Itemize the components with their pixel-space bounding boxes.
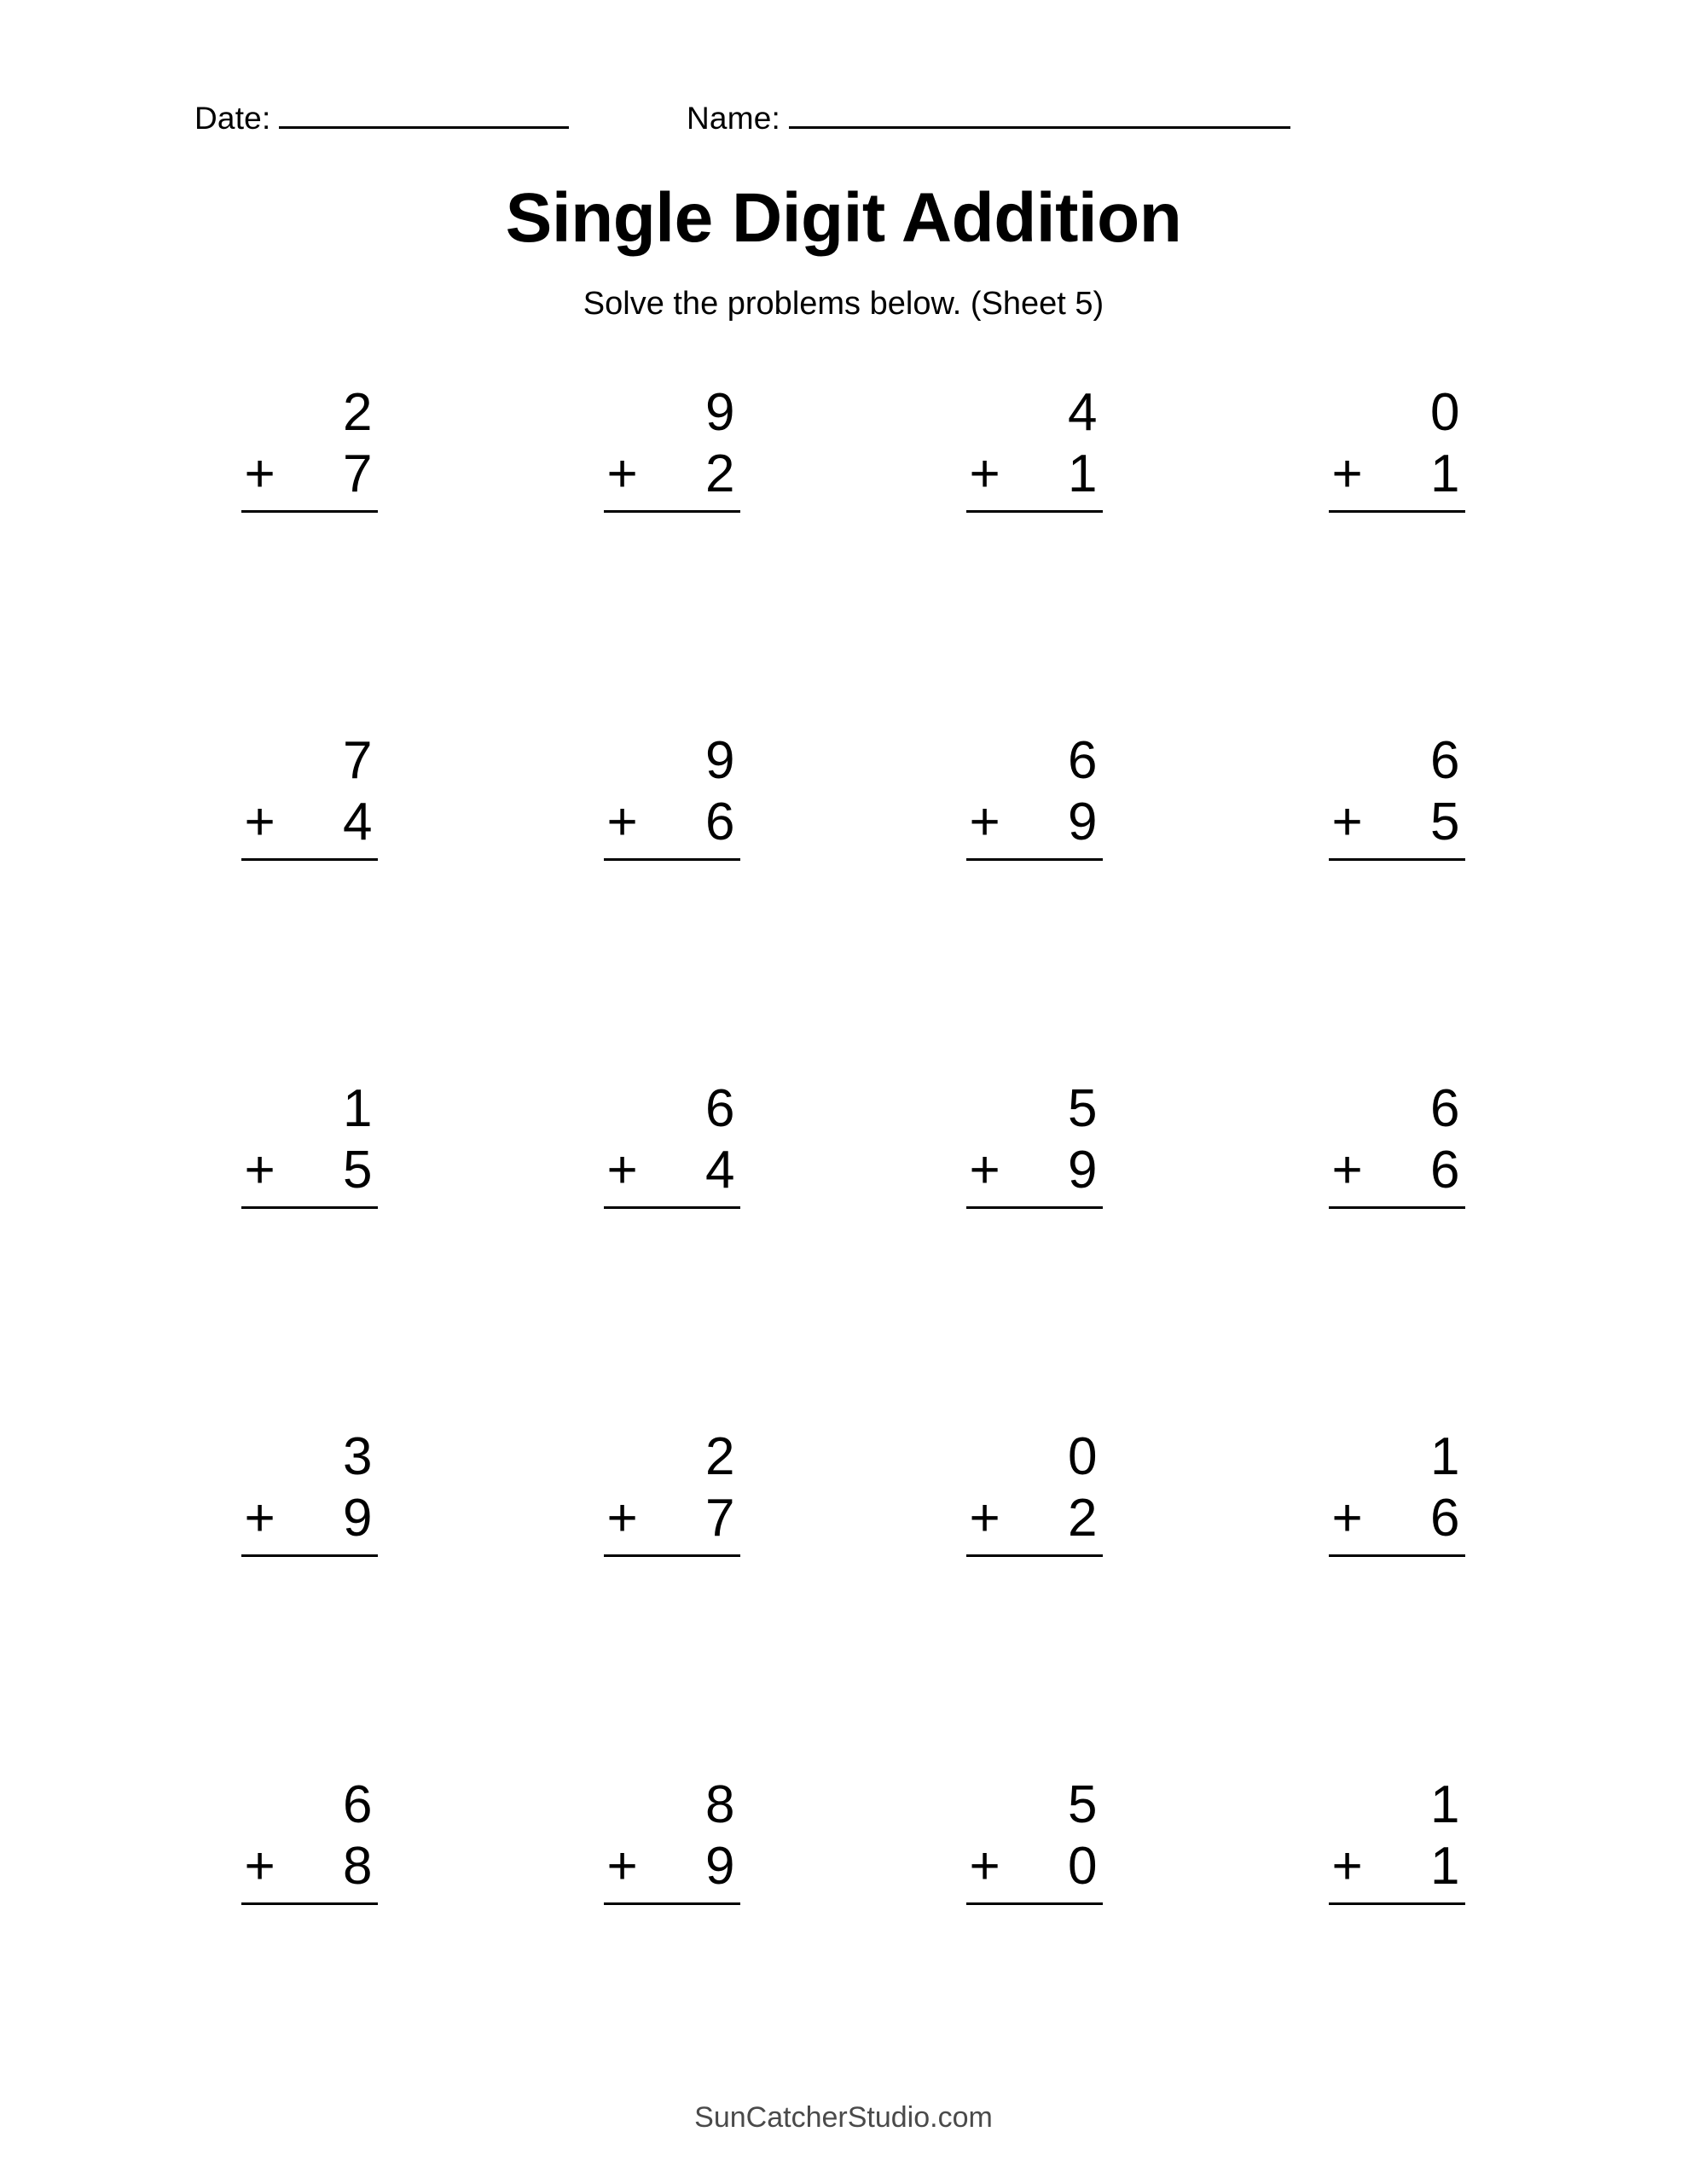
page-title: Single Digit Addition: [505, 179, 1182, 257]
answer-line[interactable]: [241, 510, 378, 513]
answer-line[interactable]: [241, 1554, 378, 1557]
answer-line[interactable]: [604, 1554, 740, 1557]
plus-operator: +: [1331, 793, 1363, 851]
answer-line[interactable]: [966, 1554, 1103, 1557]
name-label: Name:: [687, 101, 780, 136]
plus-operator: +: [244, 1489, 275, 1548]
addition-problem: [966, 730, 1103, 861]
second-addend: 2: [1068, 1489, 1098, 1548]
date-write-line[interactable]: [279, 101, 569, 129]
operator-and-second-addend: [966, 444, 1103, 505]
addition-problem: [241, 730, 378, 861]
problem-cell: [128, 382, 490, 730]
plus-operator: +: [606, 793, 638, 851]
operator-and-second-addend: [1329, 444, 1465, 505]
plus-operator: +: [969, 1141, 1000, 1199]
date-field-group: [194, 101, 569, 136]
second-addend: 7: [705, 1489, 735, 1548]
problem-cell: [128, 730, 490, 1078]
second-addend: 8: [343, 1837, 373, 1896]
date-label: Date:: [194, 101, 271, 136]
addition-problem: [241, 1078, 378, 1209]
operator-and-second-addend: [1329, 1140, 1465, 1201]
problem-cell: [128, 1774, 490, 2123]
addition-problem: [966, 382, 1103, 513]
plus-operator: +: [969, 444, 1000, 503]
addition-problem: [604, 730, 740, 861]
answer-line[interactable]: [241, 1206, 378, 1209]
first-addend: 7: [343, 731, 373, 790]
problem-cell: [853, 1774, 1215, 2123]
first-addend: 0: [1430, 383, 1460, 442]
second-addend: 1: [1068, 444, 1098, 503]
footer-credit: SunCatcherStudio.com: [694, 2101, 993, 2134]
plus-operator: +: [969, 1837, 1000, 1896]
operator-and-second-addend: [604, 1836, 740, 1897]
problem-cell: [853, 1078, 1215, 1426]
addition-problem: [241, 1426, 378, 1557]
operator-and-second-addend: [241, 1488, 378, 1549]
first-addend: 6: [1430, 731, 1460, 790]
second-addend: 5: [343, 1141, 373, 1199]
answer-line[interactable]: [241, 1902, 378, 1905]
problem-cell: [490, 382, 853, 730]
answer-line[interactable]: [1329, 1206, 1465, 1209]
plus-operator: +: [1331, 1141, 1363, 1199]
addition-problem: [966, 1426, 1103, 1557]
plus-operator: +: [606, 1141, 638, 1199]
plus-operator: +: [1331, 444, 1363, 503]
addition-problem: [604, 1774, 740, 1905]
second-addend: 7: [343, 444, 373, 503]
answer-line[interactable]: [241, 858, 378, 861]
operator-and-second-addend: [966, 792, 1103, 853]
problem-cell: [490, 730, 853, 1078]
name-write-line[interactable]: [789, 101, 1290, 129]
name-field-group: [687, 101, 1290, 136]
problem-cell: [1215, 1774, 1578, 2123]
addition-problem: [604, 1426, 740, 1557]
plus-operator: +: [606, 444, 638, 503]
problem-cell: [1215, 1078, 1578, 1426]
problem-cell: [853, 730, 1215, 1078]
problem-cell: [1215, 730, 1578, 1078]
operator-and-second-addend: [604, 792, 740, 853]
operator-and-second-addend: [604, 1488, 740, 1549]
problem-cell: [1215, 1426, 1578, 1774]
operator-and-second-addend: [1329, 1488, 1465, 1549]
plus-operator: +: [969, 793, 1000, 851]
addition-problem: [1329, 1078, 1465, 1209]
second-addend: 6: [705, 793, 735, 851]
plus-operator: +: [244, 1837, 275, 1896]
problem-cell: [490, 1078, 853, 1426]
operator-and-second-addend: [1329, 1836, 1465, 1897]
second-addend: 2: [705, 444, 735, 503]
second-addend: 1: [1430, 444, 1460, 503]
operator-and-second-addend: [1329, 792, 1465, 853]
plus-operator: +: [244, 1141, 275, 1199]
second-addend: 0: [1068, 1837, 1098, 1896]
first-addend: 9: [705, 731, 735, 790]
answer-line[interactable]: [1329, 1902, 1465, 1905]
operator-and-second-addend: [241, 1140, 378, 1201]
first-addend: 6: [705, 1079, 735, 1138]
operator-and-second-addend: [966, 1488, 1103, 1549]
answer-line[interactable]: [604, 510, 740, 513]
first-addend: 5: [1068, 1079, 1098, 1138]
problem-cell: [128, 1078, 490, 1426]
plus-operator: +: [606, 1489, 638, 1548]
problem-cell: [1215, 382, 1578, 730]
problem-cell: [853, 382, 1215, 730]
answer-line[interactable]: [1329, 510, 1465, 513]
second-addend: 9: [1068, 1141, 1098, 1199]
problem-cell: [490, 1774, 853, 2123]
first-addend: 1: [1430, 1775, 1460, 1834]
first-addend: 9: [705, 383, 735, 442]
first-addend: 4: [1068, 383, 1098, 442]
addition-problem: [966, 1078, 1103, 1209]
first-addend: 0: [1068, 1427, 1098, 1486]
page-subtitle: Solve the problems below. (Sheet 5): [583, 286, 1104, 322]
second-addend: 5: [1430, 793, 1460, 851]
first-addend: 6: [1430, 1079, 1460, 1138]
operator-and-second-addend: [604, 444, 740, 505]
problem-grid: [128, 382, 1578, 2123]
answer-line[interactable]: [966, 1902, 1103, 1905]
operator-and-second-addend: [241, 444, 378, 505]
answer-line[interactable]: [1329, 858, 1465, 861]
addition-problem: [241, 382, 378, 513]
first-addend: 1: [1430, 1427, 1460, 1486]
second-addend: 1: [1430, 1837, 1460, 1896]
plus-operator: +: [1331, 1837, 1363, 1896]
first-addend: 1: [343, 1079, 373, 1138]
plus-operator: +: [1331, 1489, 1363, 1548]
second-addend: 9: [705, 1837, 735, 1896]
addition-problem: [604, 382, 740, 513]
second-addend: 9: [343, 1489, 373, 1548]
answer-line[interactable]: [604, 1902, 740, 1905]
addition-problem: [604, 1078, 740, 1209]
answer-line[interactable]: [966, 858, 1103, 861]
second-addend: 4: [343, 793, 373, 851]
first-addend: 6: [343, 1775, 373, 1834]
addition-problem: [1329, 1426, 1465, 1557]
plus-operator: +: [606, 1837, 638, 1896]
addition-problem: [966, 1774, 1103, 1905]
second-addend: 6: [1430, 1141, 1460, 1199]
second-addend: 6: [1430, 1489, 1460, 1548]
first-addend: 2: [705, 1427, 735, 1486]
answer-line[interactable]: [966, 1206, 1103, 1209]
second-addend: 9: [1068, 793, 1098, 851]
problem-cell: [490, 1426, 853, 1774]
plus-operator: +: [969, 1489, 1000, 1548]
first-addend: 3: [343, 1427, 373, 1486]
first-addend: 5: [1068, 1775, 1098, 1834]
first-addend: 8: [705, 1775, 735, 1834]
answer-line[interactable]: [966, 510, 1103, 513]
plus-operator: +: [244, 793, 275, 851]
operator-and-second-addend: [604, 1140, 740, 1201]
answer-line[interactable]: [604, 1206, 740, 1209]
answer-line[interactable]: [604, 858, 740, 861]
header-fields: [0, 101, 1687, 152]
problem-cell: [853, 1426, 1215, 1774]
operator-and-second-addend: [966, 1836, 1103, 1897]
addition-problem: [1329, 1774, 1465, 1905]
second-addend: 4: [705, 1141, 735, 1199]
operator-and-second-addend: [241, 792, 378, 853]
addition-problem: [1329, 382, 1465, 513]
addition-problem: [1329, 730, 1465, 861]
answer-line[interactable]: [1329, 1554, 1465, 1557]
problem-cell: [128, 1426, 490, 1774]
first-addend: 6: [1068, 731, 1098, 790]
operator-and-second-addend: [966, 1140, 1103, 1201]
first-addend: 2: [343, 383, 373, 442]
addition-problem: [241, 1774, 378, 1905]
plus-operator: +: [244, 444, 275, 503]
operator-and-second-addend: [241, 1836, 378, 1897]
